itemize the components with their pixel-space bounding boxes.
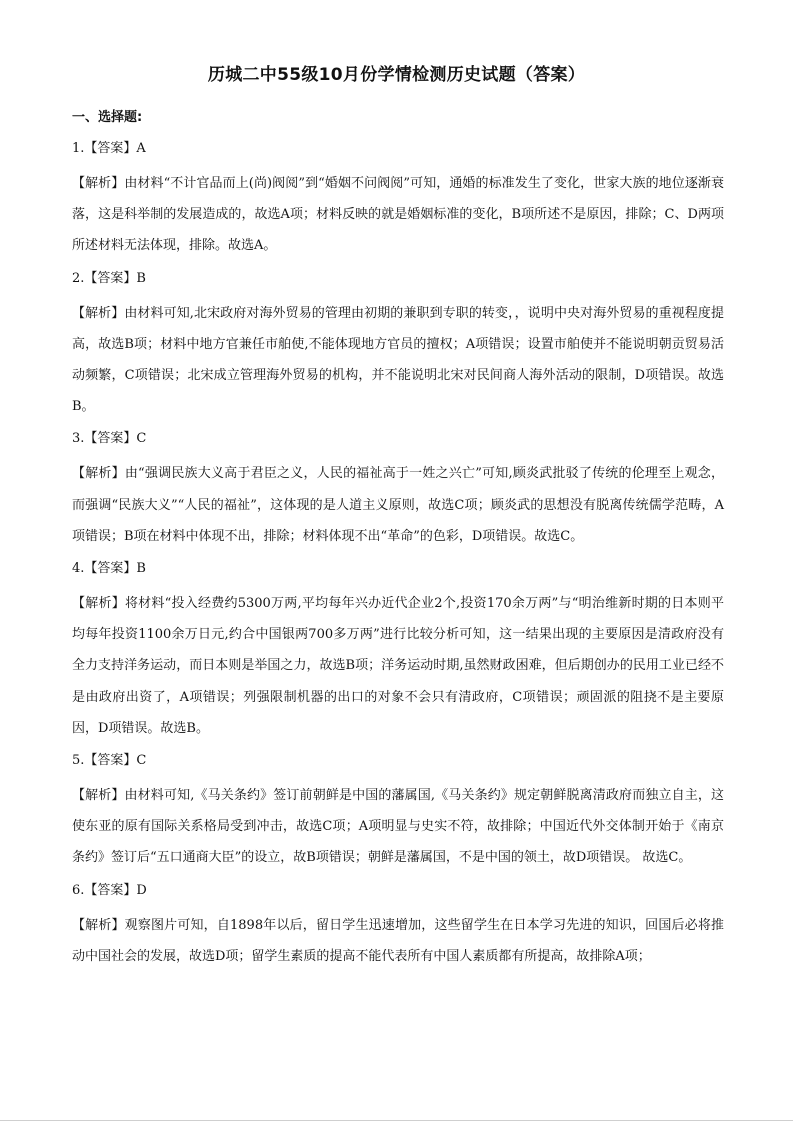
question-6	[72, 878, 724, 972]
answer-content	[72, 104, 724, 976]
question-6-analysis: 【解析】观察图片可知，自1898年以后，留日学生迅速增加，这些留学生在日本学习先进的知识，回国后必将推动中国社会的发展，故选D项；留学生素质的提高不能代表所有中国人素质都有所提高，故排除A项；	[72, 917, 724, 964]
page-bottom-divider	[0, 1120, 793, 1121]
question-2-analysis: 【解析】由材料可知,北宋政府对海外贸易的管理由初期的兼职到专职的转变，，说明中央对海外贸易的重视程度提高，故选B项；材料中地方官兼任市舶使,不能体现地方官员的擅权；A项错误；设置市舶使并不能说明朝贡贸易活动频繁，C项错误；北宋成立管理海外贸易的机构，并不能说明北宋对民间商人海外活动的限制，D项错误。故选B。	[72, 305, 724, 415]
question-6-answer: 6.【答案】D	[72, 882, 147, 898]
question-1-answer: 1.【答案】A	[72, 141, 146, 156]
question-2-answer: 2.【答案】B	[72, 270, 146, 286]
page-title: 历城二中55级10月份学情检测历史试题（答案）	[207, 65, 586, 85]
question-3-answer: 3.【答案】C	[72, 431, 147, 447]
question-5	[72, 748, 724, 874]
question-4	[72, 556, 724, 744]
section-heading: 一、选择题:	[72, 110, 143, 125]
question-1	[72, 136, 724, 262]
question-3-analysis: 【解析】由“强调民族大义高于君臣之义，人民的福祉高于一姓之兴亡”可知,顾炎武批驳了传统的伦理至上观念，而强调“民族大义”“人民的福祉”，这体现的是人道主义原则，故选C项；顾炎武的思想没有脱离传统儒学范畴，A项错误；B项在材料中体现不出，排除；材料体现不出“革命”的色彩，D项错误。故选C。	[72, 466, 724, 544]
question-2	[72, 266, 724, 423]
question-5-analysis: 【解析】由材料可知,《马关条约》签订前朝鲜是中国的藩属国,《马关条约》规定朝鲜脱离清政府而独立自主，这使东亚的原有国际关系格局受到冲击，故选C项；A项明显与史实不符，故排除；中国近代外交体制开始于《南京条约》签订后“五口通商大臣”的设立，故B项错误；朝鲜是藩属国，不是中国的领土，故D项错误。 故选C。	[72, 788, 724, 866]
question-4-answer: 4.【答案】B	[72, 561, 146, 577]
question-5-answer: 5.【答案】C	[72, 753, 147, 769]
question-3	[72, 426, 724, 552]
question-4-analysis: 【解析】将材料“投入经费约5300万两,平均每年兴办近代企业2个,投资170余万两”与“明治维新时期的日本则平均每年投资1100余万日元,约合中国银两700多万两”进行比较分析可知，这一结果出现的主要原因是清政府没有全力支持洋务运动，而日本则是举国之力，故选B项；洋务运动时期,虽然财政困难，但后期创办的民用工业已经不是由政府出资了，A项错误；列强限制机器的出口的对象不会只有清政府，C项错误；顽固派的阻挠不是主要原因，D项错误。故选B。	[72, 596, 724, 736]
question-1-analysis: 【解析】由材料“不计官品而上(尚)阀阅”到“婚姻不问阀阅”可知，通婚的标准发生了变化，世家大族的地位逐渐衰落，这是科举制的发展造成的，故选A项；材料反映的就是婚姻标准的变化，B项所述不是原因，排除；C、D两项所述材料无法体现，排除。故选A。	[72, 176, 724, 254]
